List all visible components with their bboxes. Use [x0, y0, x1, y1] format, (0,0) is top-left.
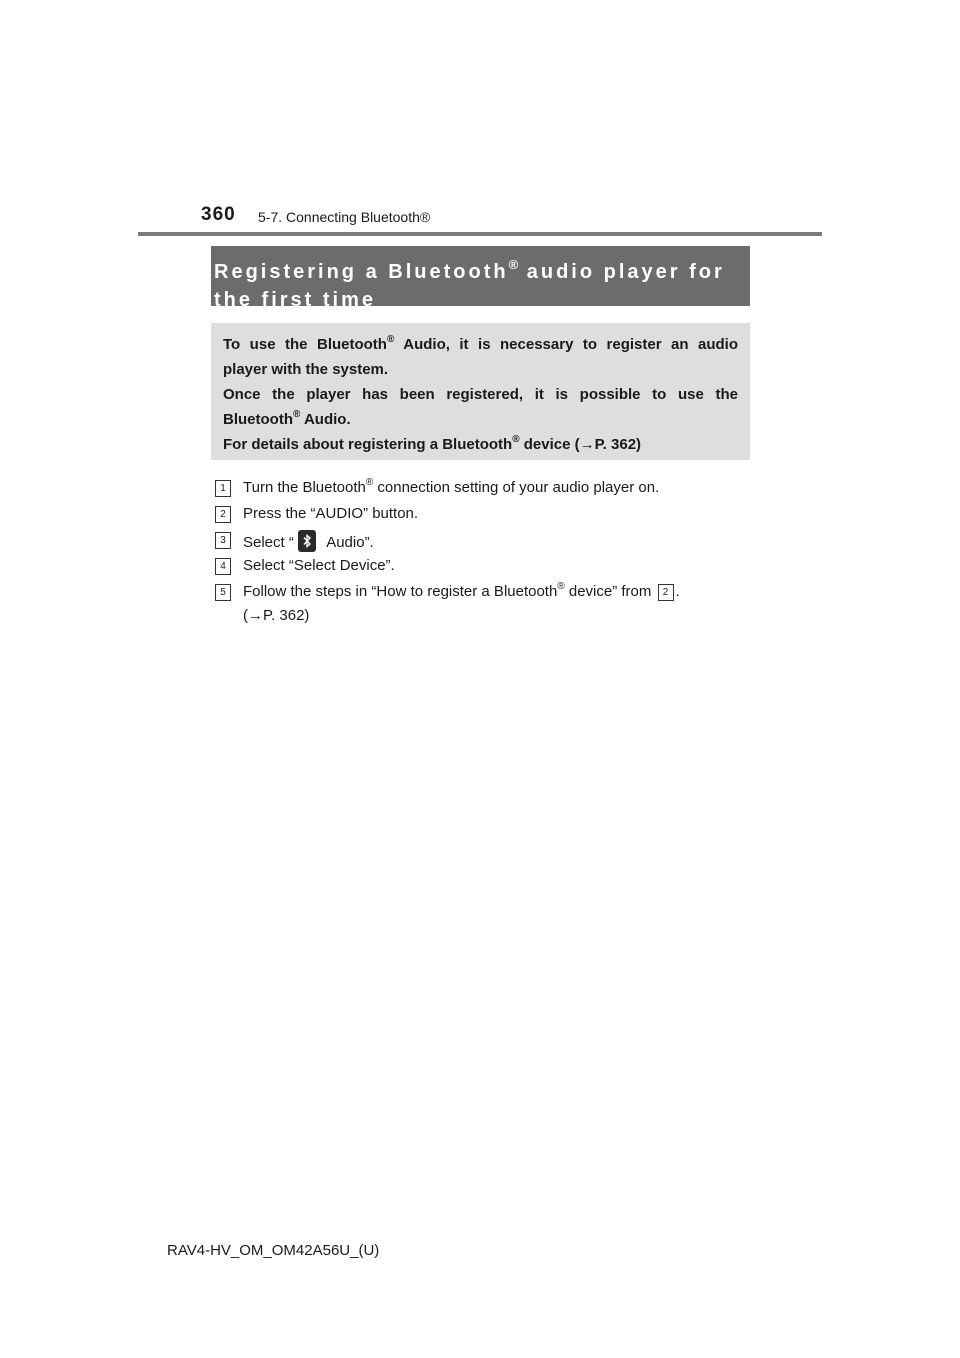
- step-2: [215, 504, 755, 530]
- step-text-part: connection setting of your audio player on.: [373, 479, 660, 496]
- step-text: Press the “AUDIO” button.: [243, 505, 419, 522]
- step-1: [215, 478, 755, 504]
- title-part1: Registering a Bluetooth: [214, 261, 509, 283]
- intro-text: Audio.: [300, 411, 351, 428]
- title-part2: audio player for: [518, 261, 725, 283]
- step-number: 1: [215, 480, 231, 497]
- bluetooth-icon: [298, 530, 316, 552]
- reg-mark: ®: [386, 334, 395, 345]
- step-number: 3: [215, 532, 231, 549]
- step-number: 4: [215, 558, 231, 575]
- step-4: [215, 556, 755, 582]
- intro-text: device (→P. 362): [519, 436, 642, 453]
- step-text: [243, 530, 755, 553]
- page-number: 360: [201, 204, 236, 225]
- step-5: [215, 582, 755, 628]
- intro-line-1: [223, 332, 738, 357]
- step-text-part: device” from: [564, 583, 656, 600]
- step-text-part: Turn the Bluetooth: [243, 479, 366, 496]
- intro-text: Bluetooth: [223, 411, 293, 428]
- step-reference-badge: 2: [658, 584, 674, 601]
- step-text-part: .: [675, 583, 680, 600]
- header-divider: [138, 232, 822, 236]
- reg-mark: ®: [512, 434, 520, 445]
- section-title: [214, 251, 744, 314]
- intro-box: [211, 323, 750, 460]
- reg-mark: ®: [557, 581, 565, 592]
- step-text: [243, 582, 755, 602]
- intro-line-4: [223, 407, 738, 432]
- page-reference: (→P. 362): [243, 607, 310, 624]
- section-label: 5-7. Connecting Bluetooth®: [258, 209, 431, 225]
- intro-text: To use the Bluetooth: [223, 336, 387, 353]
- reg-mark: ®: [292, 409, 301, 420]
- intro-text: Audio, it is necessary to register an audio: [394, 336, 738, 353]
- intro-line-5: [223, 432, 738, 457]
- step-text: [243, 478, 755, 498]
- intro-text: For details about registering a Bluetooth: [223, 436, 513, 453]
- step-text: Select “Select Device”.: [243, 557, 395, 574]
- document-code: RAV4-HV_OM_OM42A56U_(U): [167, 1242, 380, 1259]
- reg-mark: ®: [365, 477, 374, 488]
- step-text-part: Select “: [243, 534, 294, 551]
- section-title-box: [211, 246, 750, 311]
- title-line2: the first time: [214, 289, 377, 311]
- intro-line-3: Once the player has been registered, it is possible to use the: [223, 386, 738, 403]
- step-3: [215, 530, 755, 556]
- step-text-part: Audio”.: [322, 534, 374, 551]
- step-number: 2: [215, 506, 231, 523]
- title-reg-mark: ®: [508, 257, 519, 272]
- intro-line-2: player with the system.: [223, 361, 389, 378]
- step-number: 5: [215, 584, 231, 601]
- step-text-part: Follow the steps in “How to register a Bluetooth: [243, 583, 558, 600]
